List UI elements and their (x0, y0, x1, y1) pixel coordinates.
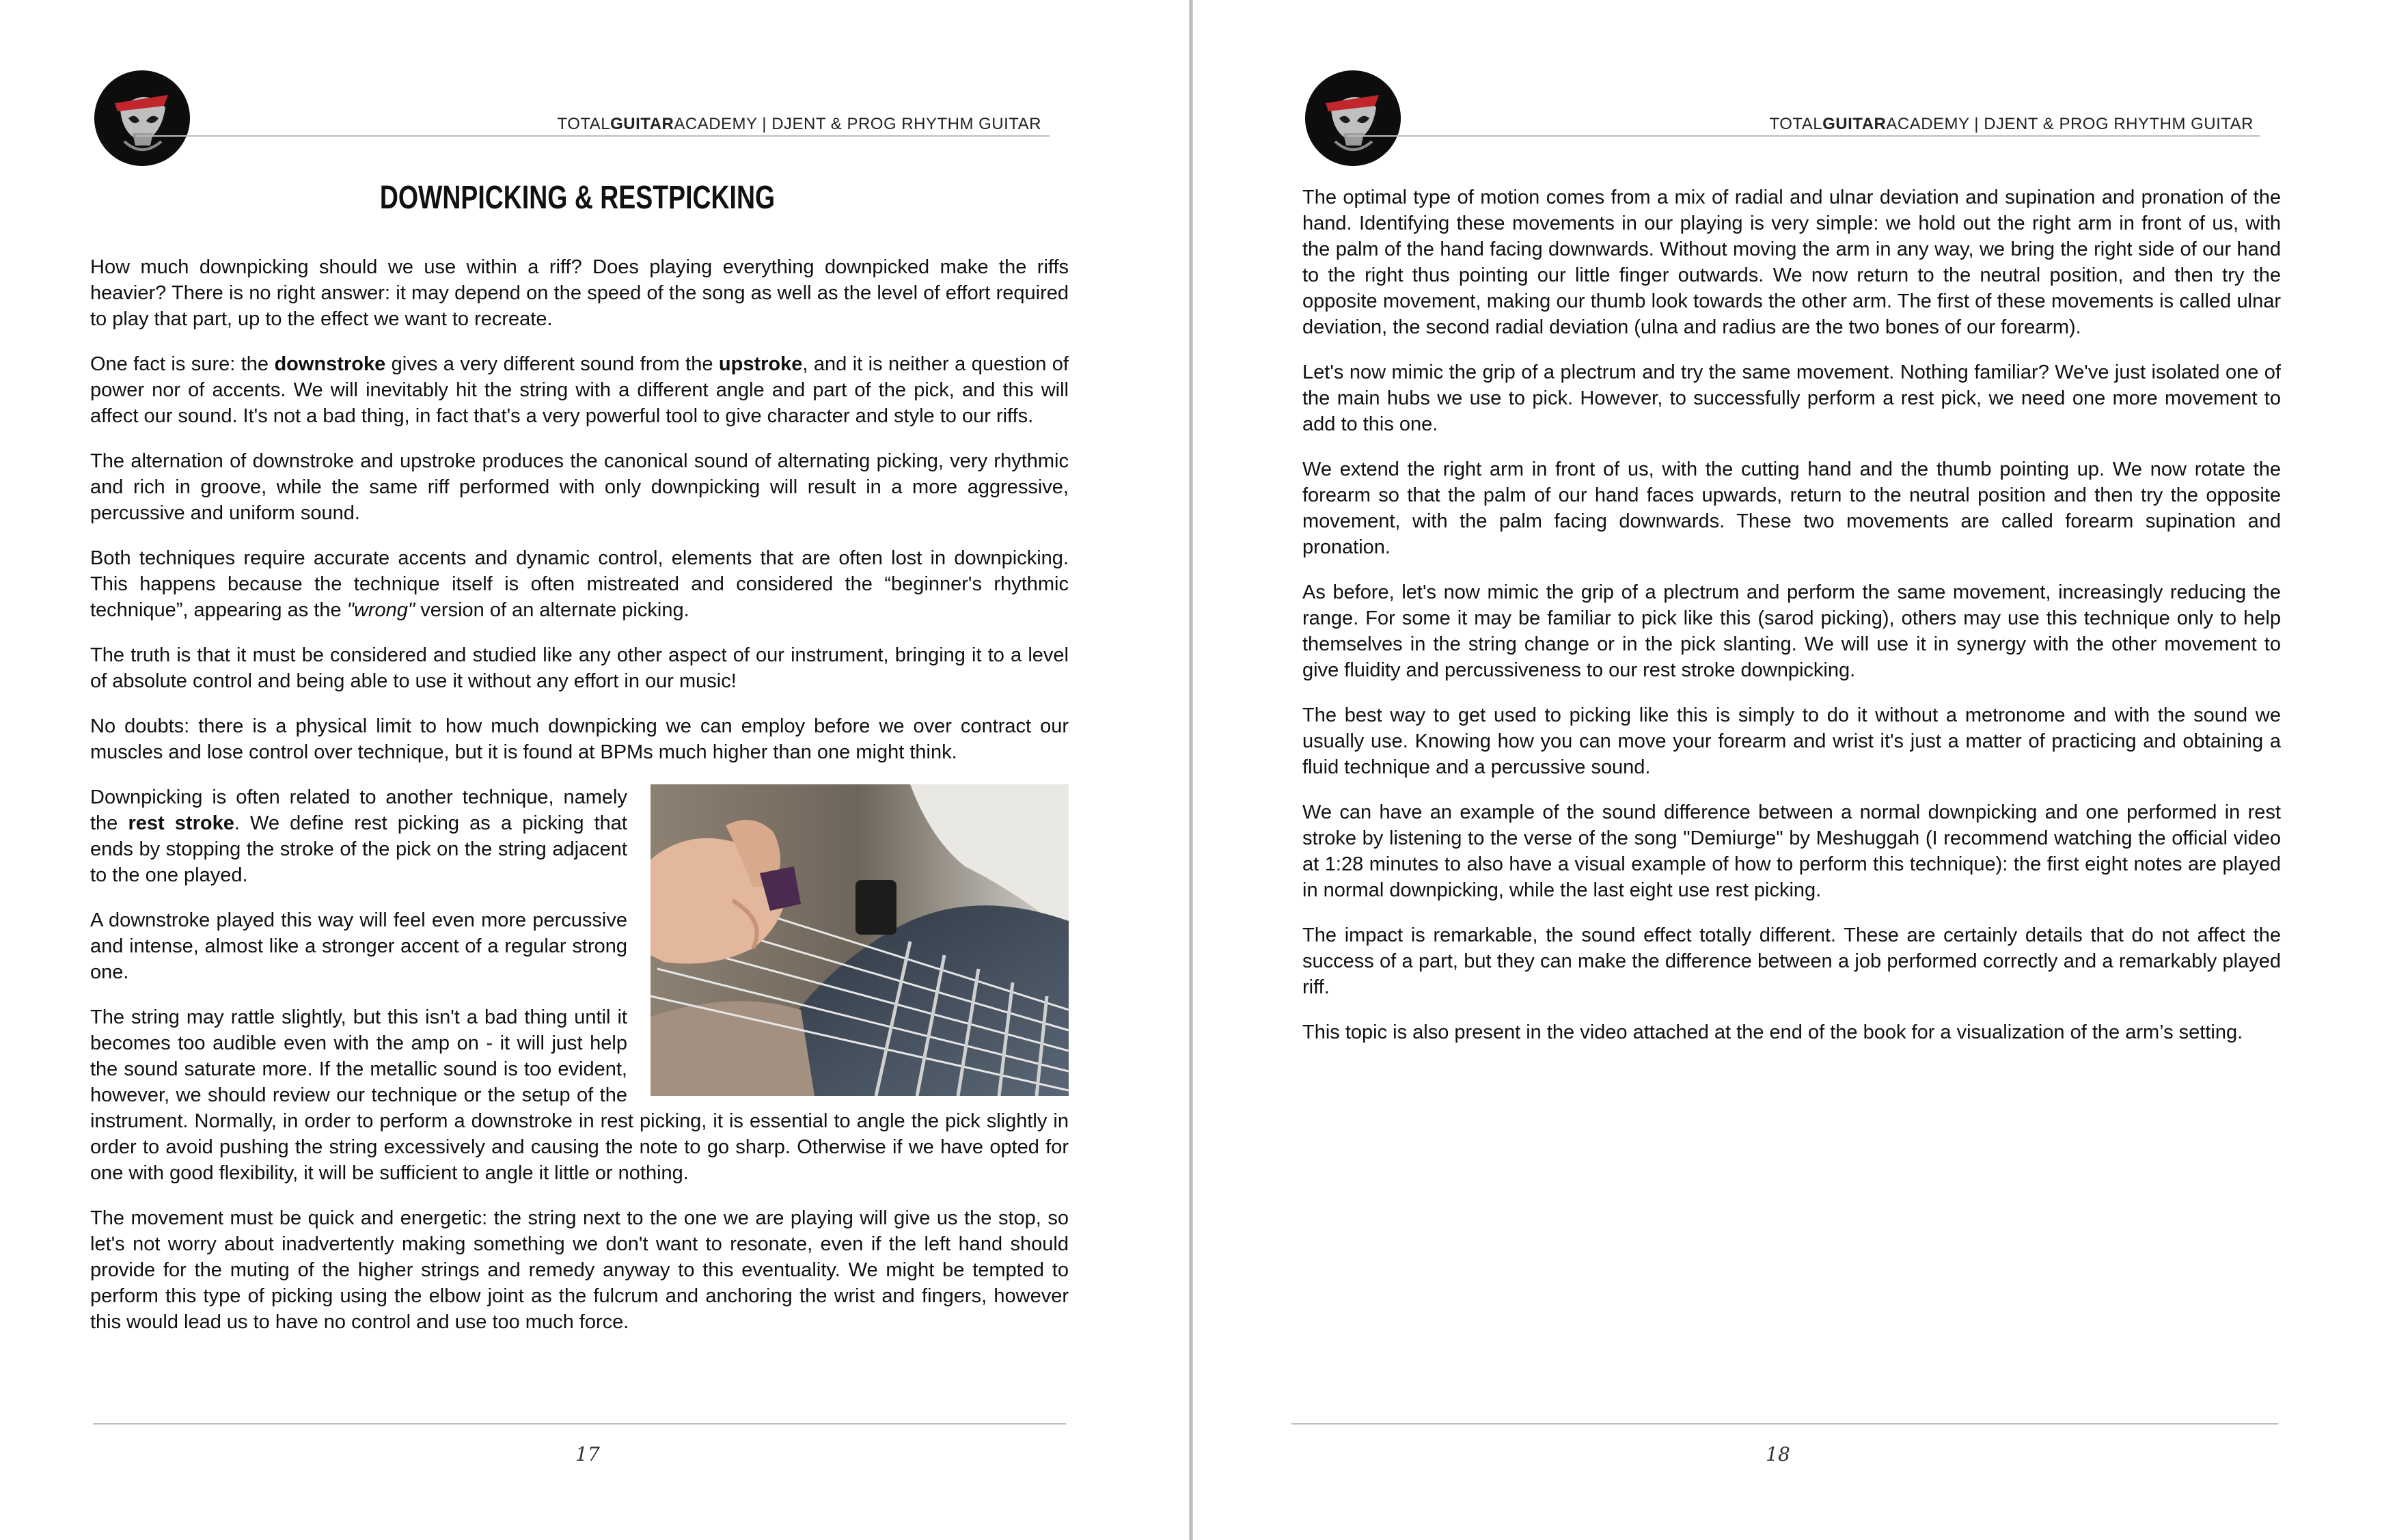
page-right (1193, 0, 2382, 1540)
guitar-hand-image (651, 784, 1069, 1096)
paragraph: The optimal type of motion comes from a mix of radial and ulnar deviation and supination and pronation of the hand. Identifying these movements in our playing is very simple: we hold out the right arm in front of us, with the palm of the hand facing downwards. Without moving the arm in any way, we bring the right side of our hand to the right thus pointing our little finger outwards. We now return to the neutral position, and then try the opposite movement, making our thumb look towards the other arm. The first of these movements is called ulnar deviation, the second radial deviation (ulna and radius are the two bones of our forearm). (1302, 187, 2281, 338)
header-rule (137, 135, 1050, 137)
paragraph: The impact is remarkable, the sound effect totally different. These are certainly details that do not affect the success of a part, but they can make the difference between a job performed correctly and a remarkably played riff. (1302, 924, 2281, 998)
paragraph: This topic is also present in the video attached at the end of the book for a visualization of the arm’s setting. (1302, 1021, 2243, 1043)
right-body-text (1302, 184, 2281, 1064)
academy-logo (1305, 70, 1401, 166)
paragraph: How much downpicking should we use within a riff? Does playing everything downpicked make the riffs heavier? There is no right answer: it may depend on the speed of the song as well as the level of effort required to play that part, up to the effect we want to recreate. (90, 256, 1069, 330)
running-header: TOTALGUITARACADEMY | DJENT & PROG RHYTHM GUITAR (557, 115, 1041, 133)
guitar-picking-photo (651, 784, 1069, 1096)
left-body-text (90, 254, 1069, 1354)
paragraph: The alternation of downstroke and upstroke produces the canonical sound of alternating picking, very rhythmic and rich in groove, while the same riff performed with only downpicking will result in a more aggressive, percussive and uniform sound. (90, 450, 1069, 524)
skull-logo-icon (1305, 70, 1401, 166)
paragraph: No doubts: there is a physical limit to how much downpicking we can employ before we over contract our muscles and lose control over technique, but it is found at BPMs much higher than one might think. (90, 715, 1069, 763)
skull-logo-icon (94, 70, 190, 166)
paragraph: As before, let's now mimic the grip of a plectrum and perform the same movement, increasingly reducing the range. For some it may be familiar to pick like this (sarod picking), others may use this technique only to help themselves in the string change or in the pick slanting. We will use it in synergy with the other movement to give fluidity and percussiveness to our rest stroke downpicking. (1302, 581, 2281, 681)
paragraph: We can have an example of the sound difference between a normal downpicking and one performed in rest stroke by listening to the verse of the song "Demiurge" by Meshuggah (I recommend watching the official video at 1:28 minutes to also have a visual example of how to perform this technique): the first eight notes are played in normal downpicking, while the last eight use rest picking. (1302, 801, 2281, 901)
paragraph: The string may rattle slightly, but this isn't a bad thing until it becomes too audible even with the amp on - it will just help the sound saturate more. If the metallic sound is too evident, however, we should review our technique or the setup of the instrument. Normally, in order to perform a downstroke in rest picking, it is essential to angle the pick slightly in order to avoid pushing the string excessively and causing the note to go sharp. Otherwise if we have opted for one with good flexibility, it will be sufficient to angle it little or nothing. (90, 1006, 1069, 1184)
paragraph: Both techniques require accurate accents and dynamic control, elements that are often lost in downpicking. This happens because the technique itself is often mistreated and considered the “beginner's rhythmic technique”, appearing as the "wrong" version of an alternate picking. (90, 547, 1069, 621)
page-left (0, 0, 1189, 1540)
chapter-title: DOWNPICKING & RESTPICKING (379, 180, 776, 216)
footer-rule (1291, 1423, 2278, 1425)
header-rule (1347, 135, 2260, 137)
paragraph: A downstroke played this way will feel even more percussive and intense, almost like a stronger accent of a regular strong one. (90, 909, 627, 983)
footer-rule (93, 1423, 1066, 1425)
paragraph: The truth is that it must be considered and studied like any other aspect of our instrument, bringing it to a level of absolute control and being able to use it without any effort in our music! (90, 644, 1069, 692)
paragraph: One fact is sure: the downstroke gives a very different sound from the upstroke, and it is neither a question of power nor of accents. We will inevitably hit the string with a different angle and part of the pick, and this will affect our sound. It's not a bad thing, in fact that's a very powerful tool to give character and style to our riffs. (90, 353, 1069, 427)
paragraph: The best way to get used to picking like this is simply to do it without a metronome and with the sound we usually use. Knowing how you can move your forearm and wrist it's just a matter of practicing and obtaining a fluid technique and a percussive sound. (1302, 704, 2281, 778)
academy-logo (94, 70, 190, 166)
paragraph: The movement must be quick and energetic: the string next to the one we are playing will give us the stop, so let's not worry about inadvertently making something we don't want to resonate, even if the left hand should provide for the muting of the higher strings and remedy anyway to this eventuality. We might be tempted to perform this type of picking using the elbow joint as the fulcrum and anchoring the wrist and fingers, however this would lead us to have no control and use too much force. (90, 1207, 1069, 1333)
paragraph: Let's now mimic the grip of a plectrum and try the same movement. Nothing familiar? We've just isolated one of the main hubs we use to pick. However, to successfully perform a rest pick, we need one more movement to add to this one. (1302, 361, 2281, 435)
running-header: TOTALGUITARACADEMY | DJENT & PROG RHYTHM GUITAR (1769, 115, 2254, 133)
page-number: 17 (575, 1443, 600, 1466)
paragraph: Downpicking is often related to another technique, namely the rest stroke. We define rest picking as a picking that ends by stopping the stroke of the pick on the string adjacent to the one played. (90, 786, 627, 886)
page-number: 18 (1766, 1443, 1790, 1466)
paragraph: We extend the right arm in front of us, with the cutting hand and the thumb pointing up. We now rotate the forearm so that the palm of our hand faces upwards, return to the neutral position and then try the opposite movement, with the palm facing downwards. These two movements are called forearm supination and pronation. (1302, 458, 2281, 558)
